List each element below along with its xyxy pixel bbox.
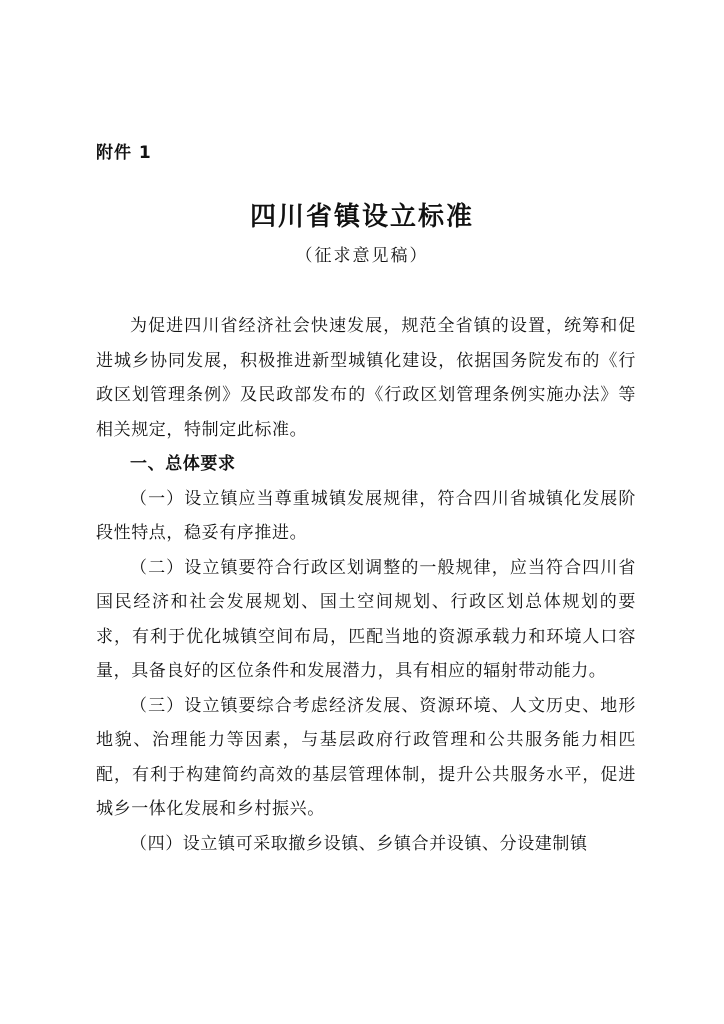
document-title: 四川省镇设立标准: [249, 202, 474, 232]
attachment-label: 附件 1: [96, 143, 152, 163]
requirement-item-1: （一）设立镇应当尊重城镇发展规律，符合四川省城镇化发展阶段性特点，稳妥有序推进。: [96, 488, 636, 543]
document-body: [96, 309, 636, 861]
section-heading-general-requirements: 一、总体要求: [130, 454, 236, 474]
requirement-item-2: （二）设立镇要符合行政区划调整的一般规律，应当符合四川省国民经济和社会发展规划、国土空间规划、行政区划总体规划的要求，有利于优化城镇空间布局，匹配当地的资源承载力和环境人口容量，具备良好的区位条件和发展潜力，具有相应的辐射带动能力。: [96, 557, 636, 681]
intro-paragraph: 为促进四川省经济社会快速发展，规范全省镇的设置，统筹和促进城乡协同发展，积极推进新型城镇化建设，依据国务院发布的《行政区划管理条例》及民政部发布的《行政区划管理条例实施办法》等相关规定，特制定此标准。: [96, 316, 636, 440]
document-subtitle: （征求意见稿）: [295, 246, 429, 266]
requirement-item-3: （三）设立镇要综合考虑经济发展、资源环境、人文历史、地形地貌、治理能力等因素，与基层政府行政管理和公共服务能力相匹配，有利于构建简约高效的基层管理体制，提升公共服务水平，促进城乡一体化发展和乡村振兴。: [96, 695, 636, 819]
requirement-item-4: （四）设立镇可采取撤乡设镇、乡镇合并设镇、分设建制镇: [130, 833, 588, 854]
